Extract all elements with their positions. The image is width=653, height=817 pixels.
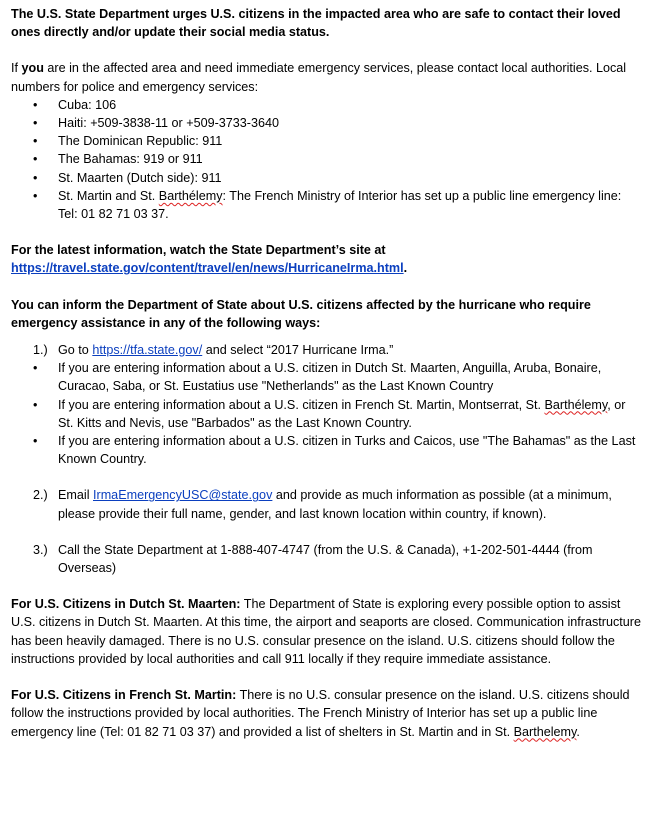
list-item: • The Bahamas: 919 or 911 bbox=[11, 150, 643, 168]
intro-heading: The U.S. State Department urges U.S. citizens in the impacted area who are safe to contact their loved ones directly and/or update their social media status. bbox=[11, 7, 621, 40]
list-item: • The Dominican Republic: 911 bbox=[11, 132, 643, 150]
list-item: • Cuba: 106 bbox=[11, 96, 643, 114]
list-item: • Haiti: +509-3838-11 or +509-3733-3640 bbox=[11, 114, 643, 132]
step-1-bullets bbox=[11, 359, 643, 468]
list-item: • If you are entering information about a U.S. citizen in Turks and Caicos, use "The Bahamas" as the Last Known Country. bbox=[11, 432, 643, 468]
emergency-number-list bbox=[11, 96, 643, 223]
latest-info-paragraph: For the latest information, watch the State Department’s site at https://travel.state.gov/content/travel/en/news/HurricaneIrma.html. bbox=[11, 243, 408, 276]
french-st-martin-paragraph: For U.S. Citizens in French St. Martin: There is no U.S. consular presence on the island. U.S. citizens should follow the instructions provided by local authorities. The French Ministry of Interior has set up a public line emergency line (Tel: 01 82 71 03 37) and provided a list of shelters in St. Martin and in St. Barthelemy. bbox=[11, 688, 630, 739]
state-dept-hurricane-link[interactable]: https://travel.state.gov/content/travel/en/news/HurricaneIrma.html bbox=[11, 261, 404, 276]
list-item: • If you are entering information about a U.S. citizen in French St. Martin, Montserrat, St. Barthélemy, or St. Kitts and Nevis, use "Barbados" as the Last Known Country. bbox=[11, 396, 643, 432]
tfa-link[interactable]: https://tfa.state.gov/ bbox=[92, 343, 203, 358]
list-item: • St. Martin and St. Barthélemy: The French Ministry of Interior has set up a public line emergency line: Tel: 01 82 71 03 37. bbox=[11, 187, 643, 223]
inform-heading: You can inform the Department of State about U.S. citizens affected by the hurricane who require emergency assistance in any of the following ways: bbox=[11, 297, 591, 330]
email-link[interactable]: IrmaEmergencyUSC@state.gov bbox=[93, 488, 273, 503]
step-1: 1.) Go to https://tfa.state.gov/ and select “2017 Hurricane Irma.” bbox=[33, 343, 394, 358]
emergency-paragraph: If you are in the affected area and need immediate emergency services, please contact local authorities. Local numbers for police and emergency services: bbox=[11, 61, 627, 94]
step-3: 3.) Call the State Department at 1-888-407-4747 (from the U.S. & Canada), +1-202-501-4444 (from Overseas) bbox=[33, 542, 593, 576]
list-item: • If you are entering information about a U.S. citizen in Dutch St. Maarten, Anguilla, Aruba, Bonaire, Curacao, Saba, or St. Eustatius use "Netherlands" as the Last Known Country bbox=[11, 359, 643, 395]
step-2: 2.) Email IrmaEmergencyUSC@state.gov and provide as much information as possible (at a minimum, please provide their full name, gender, and last known location within country, if known). bbox=[33, 488, 612, 521]
list-item: • St. Maarten (Dutch side): 911 bbox=[11, 169, 643, 187]
dutch-st-maarten-paragraph: For U.S. Citizens in Dutch St. Maarten: The Department of State is exploring every possible option to assist U.S. citizens in Dutch St. Maarten. At this time, the airport and seaports are closed. Communication infrastructure has been heavily damaged. There is no U.S. consular presence on the island. U.S. citizens should follow the instructions provided by local authorities and call 911 locally if they require immediate assistance. bbox=[11, 597, 641, 666]
